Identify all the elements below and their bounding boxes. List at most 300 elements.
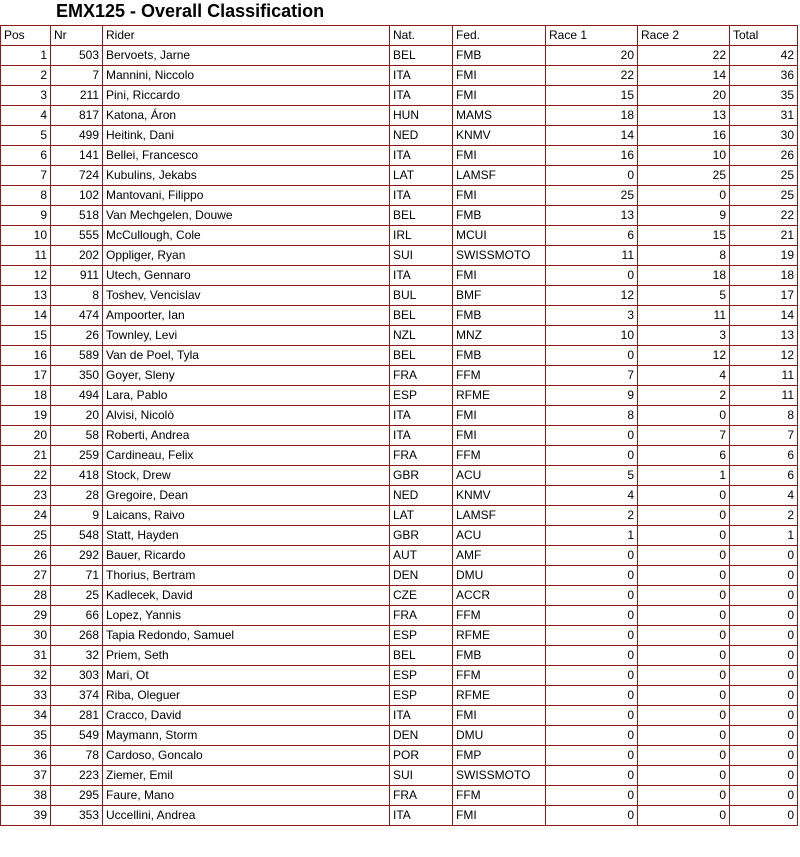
cell-fed: AMF bbox=[453, 546, 546, 566]
cell-pos: 27 bbox=[1, 566, 51, 586]
cell-rider: Oppliger, Ryan bbox=[103, 246, 390, 266]
cell-rider: McCullough, Cole bbox=[103, 226, 390, 246]
cell-race2: 22 bbox=[638, 46, 730, 66]
cell-nat: GBR bbox=[390, 526, 453, 546]
table-row bbox=[1, 386, 798, 406]
cell-race2: 12 bbox=[638, 346, 730, 366]
header-fed: Fed. bbox=[453, 26, 546, 46]
cell-race2: 0 bbox=[638, 646, 730, 666]
cell-rider: Faure, Mano bbox=[103, 786, 390, 806]
cell-race1: 0 bbox=[546, 606, 638, 626]
cell-race2: 4 bbox=[638, 366, 730, 386]
cell-total: 8 bbox=[730, 406, 798, 426]
cell-fed: LAMSF bbox=[453, 506, 546, 526]
cell-fed: MAMS bbox=[453, 106, 546, 126]
cell-nat: BEL bbox=[390, 46, 453, 66]
cell-pos: 23 bbox=[1, 486, 51, 506]
cell-race2: 0 bbox=[638, 506, 730, 526]
cell-total: 0 bbox=[730, 546, 798, 566]
cell-total: 14 bbox=[730, 306, 798, 326]
cell-pos: 24 bbox=[1, 506, 51, 526]
cell-nat: DEN bbox=[390, 566, 453, 586]
cell-nr: 350 bbox=[51, 366, 103, 386]
cell-rider: Van de Poel, Tyla bbox=[103, 346, 390, 366]
cell-nr: 26 bbox=[51, 326, 103, 346]
cell-nat: DEN bbox=[390, 726, 453, 746]
cell-race2: 2 bbox=[638, 386, 730, 406]
cell-nat: ITA bbox=[390, 426, 453, 446]
cell-race2: 14 bbox=[638, 66, 730, 86]
cell-nr: 32 bbox=[51, 646, 103, 666]
table-row bbox=[1, 346, 798, 366]
cell-nat: FRA bbox=[390, 446, 453, 466]
cell-pos: 9 bbox=[1, 206, 51, 226]
cell-pos: 37 bbox=[1, 766, 51, 786]
cell-total: 0 bbox=[730, 666, 798, 686]
cell-fed: FFM bbox=[453, 446, 546, 466]
table-row bbox=[1, 206, 798, 226]
cell-fed: ACU bbox=[453, 466, 546, 486]
cell-race2: 13 bbox=[638, 106, 730, 126]
header-nat: Nat. bbox=[390, 26, 453, 46]
table-row bbox=[1, 126, 798, 146]
table-row bbox=[1, 306, 798, 326]
cell-race2: 0 bbox=[638, 726, 730, 746]
cell-nr: 281 bbox=[51, 706, 103, 726]
table-row bbox=[1, 806, 798, 826]
classification-table bbox=[0, 25, 798, 826]
cell-nat: IRL bbox=[390, 226, 453, 246]
cell-race1: 5 bbox=[546, 466, 638, 486]
cell-rider: Bervoets, Jarne bbox=[103, 46, 390, 66]
cell-nr: 202 bbox=[51, 246, 103, 266]
cell-total: 42 bbox=[730, 46, 798, 66]
cell-total: 0 bbox=[730, 806, 798, 826]
cell-race2: 0 bbox=[638, 486, 730, 506]
table-row bbox=[1, 426, 798, 446]
cell-fed: FFM bbox=[453, 786, 546, 806]
cell-nr: 66 bbox=[51, 606, 103, 626]
header-race1: Race 1 bbox=[546, 26, 638, 46]
cell-total: 6 bbox=[730, 466, 798, 486]
cell-rider: Priem, Seth bbox=[103, 646, 390, 666]
cell-total: 0 bbox=[730, 786, 798, 806]
cell-race2: 11 bbox=[638, 306, 730, 326]
cell-race1: 0 bbox=[546, 686, 638, 706]
header-pos: Pos bbox=[1, 26, 51, 46]
cell-race1: 2 bbox=[546, 506, 638, 526]
cell-race1: 0 bbox=[546, 586, 638, 606]
cell-pos: 16 bbox=[1, 346, 51, 366]
table-row bbox=[1, 586, 798, 606]
table-row bbox=[1, 566, 798, 586]
cell-total: 0 bbox=[730, 686, 798, 706]
cell-race2: 1 bbox=[638, 466, 730, 486]
cell-pos: 15 bbox=[1, 326, 51, 346]
cell-nr: 518 bbox=[51, 206, 103, 226]
cell-race1: 0 bbox=[546, 346, 638, 366]
cell-pos: 7 bbox=[1, 166, 51, 186]
cell-nr: 817 bbox=[51, 106, 103, 126]
cell-rider: Alvisi, Nicolò bbox=[103, 406, 390, 426]
cell-nat: BEL bbox=[390, 646, 453, 666]
cell-nr: 9 bbox=[51, 506, 103, 526]
cell-pos: 14 bbox=[1, 306, 51, 326]
cell-race2: 0 bbox=[638, 686, 730, 706]
cell-fed: FMB bbox=[453, 306, 546, 326]
cell-rider: Mannini, Niccolo bbox=[103, 66, 390, 86]
cell-rider: Stock, Drew bbox=[103, 466, 390, 486]
cell-race2: 0 bbox=[638, 186, 730, 206]
cell-nat: ESP bbox=[390, 386, 453, 406]
table-header-row bbox=[1, 26, 798, 46]
cell-total: 2 bbox=[730, 506, 798, 526]
table-row bbox=[1, 686, 798, 706]
cell-total: 0 bbox=[730, 586, 798, 606]
cell-fed: MCUI bbox=[453, 226, 546, 246]
cell-race2: 0 bbox=[638, 606, 730, 626]
cell-total: 17 bbox=[730, 286, 798, 306]
cell-rider: Cracco, David bbox=[103, 706, 390, 726]
cell-race2: 15 bbox=[638, 226, 730, 246]
cell-nat: BEL bbox=[390, 306, 453, 326]
cell-fed: ACCR bbox=[453, 586, 546, 606]
cell-race1: 13 bbox=[546, 206, 638, 226]
cell-nr: 589 bbox=[51, 346, 103, 366]
cell-rider: Ziemer, Emil bbox=[103, 766, 390, 786]
cell-race1: 18 bbox=[546, 106, 638, 126]
cell-rider: Van Mechgelen, Douwe bbox=[103, 206, 390, 226]
cell-race1: 0 bbox=[546, 446, 638, 466]
cell-nr: 499 bbox=[51, 126, 103, 146]
cell-fed: LAMSF bbox=[453, 166, 546, 186]
table-row bbox=[1, 726, 798, 746]
cell-pos: 18 bbox=[1, 386, 51, 406]
cell-nr: 7 bbox=[51, 66, 103, 86]
cell-fed: FMB bbox=[453, 646, 546, 666]
cell-total: 22 bbox=[730, 206, 798, 226]
cell-race2: 10 bbox=[638, 146, 730, 166]
cell-rider: Thorius, Bertram bbox=[103, 566, 390, 586]
cell-total: 7 bbox=[730, 426, 798, 446]
cell-total: 6 bbox=[730, 446, 798, 466]
cell-pos: 21 bbox=[1, 446, 51, 466]
cell-fed: FFM bbox=[453, 366, 546, 386]
cell-fed: FMI bbox=[453, 266, 546, 286]
cell-rider: Pini, Riccardo bbox=[103, 86, 390, 106]
cell-nr: 25 bbox=[51, 586, 103, 606]
cell-fed: MNZ bbox=[453, 326, 546, 346]
cell-fed: FMP bbox=[453, 746, 546, 766]
cell-total: 11 bbox=[730, 366, 798, 386]
cell-total: 18 bbox=[730, 266, 798, 286]
cell-race1: 0 bbox=[546, 786, 638, 806]
cell-fed: FMB bbox=[453, 46, 546, 66]
table-row bbox=[1, 146, 798, 166]
cell-fed: FMB bbox=[453, 206, 546, 226]
header-race2: Race 2 bbox=[638, 26, 730, 46]
cell-fed: RFME bbox=[453, 386, 546, 406]
cell-nat: ESP bbox=[390, 626, 453, 646]
cell-fed: FMI bbox=[453, 426, 546, 446]
cell-nr: 20 bbox=[51, 406, 103, 426]
cell-nr: 353 bbox=[51, 806, 103, 826]
cell-race2: 5 bbox=[638, 286, 730, 306]
cell-rider: Tapia Redondo, Samuel bbox=[103, 626, 390, 646]
cell-nr: 78 bbox=[51, 746, 103, 766]
cell-fed: FMI bbox=[453, 706, 546, 726]
table-row bbox=[1, 186, 798, 206]
cell-pos: 32 bbox=[1, 666, 51, 686]
cell-nat: BEL bbox=[390, 206, 453, 226]
cell-nr: 724 bbox=[51, 166, 103, 186]
cell-pos: 38 bbox=[1, 786, 51, 806]
cell-nat: FRA bbox=[390, 366, 453, 386]
cell-pos: 2 bbox=[1, 66, 51, 86]
cell-pos: 4 bbox=[1, 106, 51, 126]
table-row bbox=[1, 86, 798, 106]
cell-nat: LAT bbox=[390, 166, 453, 186]
cell-total: 1 bbox=[730, 526, 798, 546]
table-row bbox=[1, 106, 798, 126]
cell-total: 0 bbox=[730, 626, 798, 646]
cell-nr: 8 bbox=[51, 286, 103, 306]
cell-nat: NED bbox=[390, 486, 453, 506]
cell-rider: Ampoorter, Ian bbox=[103, 306, 390, 326]
cell-nr: 223 bbox=[51, 766, 103, 786]
cell-nat: SUI bbox=[390, 766, 453, 786]
table-row bbox=[1, 786, 798, 806]
cell-race1: 16 bbox=[546, 146, 638, 166]
cell-race1: 0 bbox=[546, 806, 638, 826]
cell-race2: 0 bbox=[638, 526, 730, 546]
cell-nr: 102 bbox=[51, 186, 103, 206]
cell-total: 0 bbox=[730, 766, 798, 786]
cell-pos: 1 bbox=[1, 46, 51, 66]
table-row bbox=[1, 706, 798, 726]
cell-nat: ITA bbox=[390, 66, 453, 86]
cell-race2: 20 bbox=[638, 86, 730, 106]
cell-rider: Lopez, Yannis bbox=[103, 606, 390, 626]
cell-nr: 141 bbox=[51, 146, 103, 166]
cell-total: 25 bbox=[730, 186, 798, 206]
cell-race2: 0 bbox=[638, 706, 730, 726]
cell-nat: FRA bbox=[390, 786, 453, 806]
cell-nat: ESP bbox=[390, 686, 453, 706]
cell-race1: 8 bbox=[546, 406, 638, 426]
cell-race1: 0 bbox=[546, 266, 638, 286]
cell-rider: Bellei, Francesco bbox=[103, 146, 390, 166]
table-row bbox=[1, 366, 798, 386]
table-row bbox=[1, 466, 798, 486]
cell-fed: ACU bbox=[453, 526, 546, 546]
cell-nat: POR bbox=[390, 746, 453, 766]
cell-nr: 295 bbox=[51, 786, 103, 806]
cell-race1: 0 bbox=[546, 626, 638, 646]
cell-pos: 34 bbox=[1, 706, 51, 726]
cell-race1: 22 bbox=[546, 66, 638, 86]
cell-pos: 5 bbox=[1, 126, 51, 146]
cell-rider: Mantovani, Filippo bbox=[103, 186, 390, 206]
cell-fed: FMI bbox=[453, 186, 546, 206]
cell-pos: 19 bbox=[1, 406, 51, 426]
cell-fed: FMI bbox=[453, 806, 546, 826]
cell-nr: 503 bbox=[51, 46, 103, 66]
cell-pos: 26 bbox=[1, 546, 51, 566]
cell-nat: NED bbox=[390, 126, 453, 146]
cell-race2: 0 bbox=[638, 766, 730, 786]
cell-nat: AUT bbox=[390, 546, 453, 566]
cell-nr: 418 bbox=[51, 466, 103, 486]
cell-rider: Gregoire, Dean bbox=[103, 486, 390, 506]
cell-rider: Cardineau, Felix bbox=[103, 446, 390, 466]
cell-race1: 3 bbox=[546, 306, 638, 326]
cell-race2: 6 bbox=[638, 446, 730, 466]
cell-nat: SUI bbox=[390, 246, 453, 266]
cell-rider: Goyer, Sleny bbox=[103, 366, 390, 386]
page-title: EMX125 - Overall Classification bbox=[56, 1, 325, 21]
cell-nr: 28 bbox=[51, 486, 103, 506]
cell-race1: 20 bbox=[546, 46, 638, 66]
table-row bbox=[1, 46, 798, 66]
cell-nat: ITA bbox=[390, 86, 453, 106]
cell-rider: Utech, Gennaro bbox=[103, 266, 390, 286]
cell-fed: RFME bbox=[453, 626, 546, 646]
cell-race2: 0 bbox=[638, 586, 730, 606]
cell-nat: ITA bbox=[390, 266, 453, 286]
cell-race1: 0 bbox=[546, 566, 638, 586]
header-rider: Rider bbox=[103, 26, 390, 46]
cell-total: 0 bbox=[730, 706, 798, 726]
cell-fed: DMU bbox=[453, 726, 546, 746]
table-row bbox=[1, 606, 798, 626]
cell-rider: Townley, Levi bbox=[103, 326, 390, 346]
cell-pos: 39 bbox=[1, 806, 51, 826]
table-row bbox=[1, 666, 798, 686]
cell-race1: 0 bbox=[546, 546, 638, 566]
cell-nr: 58 bbox=[51, 426, 103, 446]
cell-fed: FMI bbox=[453, 146, 546, 166]
cell-total: 25 bbox=[730, 166, 798, 186]
table-row bbox=[1, 406, 798, 426]
table-row bbox=[1, 246, 798, 266]
cell-rider: Roberti, Andrea bbox=[103, 426, 390, 446]
cell-rider: Cardoso, Goncalo bbox=[103, 746, 390, 766]
table-row bbox=[1, 446, 798, 466]
cell-nr: 211 bbox=[51, 86, 103, 106]
cell-nat: LAT bbox=[390, 506, 453, 526]
cell-fed: FMI bbox=[453, 86, 546, 106]
cell-nat: FRA bbox=[390, 606, 453, 626]
cell-pos: 20 bbox=[1, 426, 51, 446]
header-total: Total bbox=[730, 26, 798, 46]
header-nr: Nr bbox=[51, 26, 103, 46]
cell-race2: 18 bbox=[638, 266, 730, 286]
cell-race1: 0 bbox=[546, 666, 638, 686]
cell-race2: 16 bbox=[638, 126, 730, 146]
cell-pos: 10 bbox=[1, 226, 51, 246]
cell-pos: 31 bbox=[1, 646, 51, 666]
cell-race2: 0 bbox=[638, 406, 730, 426]
table-row bbox=[1, 506, 798, 526]
cell-race1: 10 bbox=[546, 326, 638, 346]
table-row bbox=[1, 266, 798, 286]
cell-total: 0 bbox=[730, 566, 798, 586]
cell-fed: SWISSMOTO bbox=[453, 766, 546, 786]
cell-nr: 374 bbox=[51, 686, 103, 706]
cell-nat: GBR bbox=[390, 466, 453, 486]
cell-total: 21 bbox=[730, 226, 798, 246]
table-row bbox=[1, 486, 798, 506]
cell-total: 0 bbox=[730, 746, 798, 766]
cell-race2: 7 bbox=[638, 426, 730, 446]
cell-race2: 9 bbox=[638, 206, 730, 226]
cell-fed: DMU bbox=[453, 566, 546, 586]
cell-total: 26 bbox=[730, 146, 798, 166]
table-row bbox=[1, 226, 798, 246]
cell-fed: FMI bbox=[453, 406, 546, 426]
cell-nr: 303 bbox=[51, 666, 103, 686]
cell-total: 12 bbox=[730, 346, 798, 366]
cell-total: 36 bbox=[730, 66, 798, 86]
cell-race2: 0 bbox=[638, 806, 730, 826]
cell-nat: NZL bbox=[390, 326, 453, 346]
cell-rider: Riba, Oleguer bbox=[103, 686, 390, 706]
cell-pos: 25 bbox=[1, 526, 51, 546]
table-row bbox=[1, 326, 798, 346]
cell-race1: 0 bbox=[546, 726, 638, 746]
cell-race1: 7 bbox=[546, 366, 638, 386]
cell-nr: 268 bbox=[51, 626, 103, 646]
cell-total: 11 bbox=[730, 386, 798, 406]
cell-pos: 36 bbox=[1, 746, 51, 766]
cell-nr: 259 bbox=[51, 446, 103, 466]
cell-race2: 0 bbox=[638, 746, 730, 766]
cell-pos: 33 bbox=[1, 686, 51, 706]
cell-pos: 35 bbox=[1, 726, 51, 746]
table-row bbox=[1, 526, 798, 546]
cell-race1: 1 bbox=[546, 526, 638, 546]
cell-pos: 6 bbox=[1, 146, 51, 166]
table-row bbox=[1, 626, 798, 646]
cell-rider: Uccellini, Andrea bbox=[103, 806, 390, 826]
cell-fed: KNMV bbox=[453, 126, 546, 146]
cell-rider: Heitink, Dani bbox=[103, 126, 390, 146]
cell-total: 19 bbox=[730, 246, 798, 266]
cell-race1: 0 bbox=[546, 646, 638, 666]
cell-race1: 9 bbox=[546, 386, 638, 406]
cell-rider: Maymann, Storm bbox=[103, 726, 390, 746]
cell-rider: Toshev, Vencislav bbox=[103, 286, 390, 306]
cell-race2: 0 bbox=[638, 666, 730, 686]
cell-nat: ITA bbox=[390, 186, 453, 206]
cell-fed: RFME bbox=[453, 686, 546, 706]
cell-nr: 548 bbox=[51, 526, 103, 546]
cell-pos: 29 bbox=[1, 606, 51, 626]
cell-pos: 3 bbox=[1, 86, 51, 106]
cell-fed: FMB bbox=[453, 346, 546, 366]
cell-race2: 3 bbox=[638, 326, 730, 346]
cell-pos: 8 bbox=[1, 186, 51, 206]
cell-race1: 15 bbox=[546, 86, 638, 106]
cell-fed: SWISSMOTO bbox=[453, 246, 546, 266]
cell-race1: 25 bbox=[546, 186, 638, 206]
cell-fed: FFM bbox=[453, 606, 546, 626]
cell-rider: Katona, Áron bbox=[103, 106, 390, 126]
cell-total: 13 bbox=[730, 326, 798, 346]
cell-nat: BUL bbox=[390, 286, 453, 306]
table-row bbox=[1, 546, 798, 566]
